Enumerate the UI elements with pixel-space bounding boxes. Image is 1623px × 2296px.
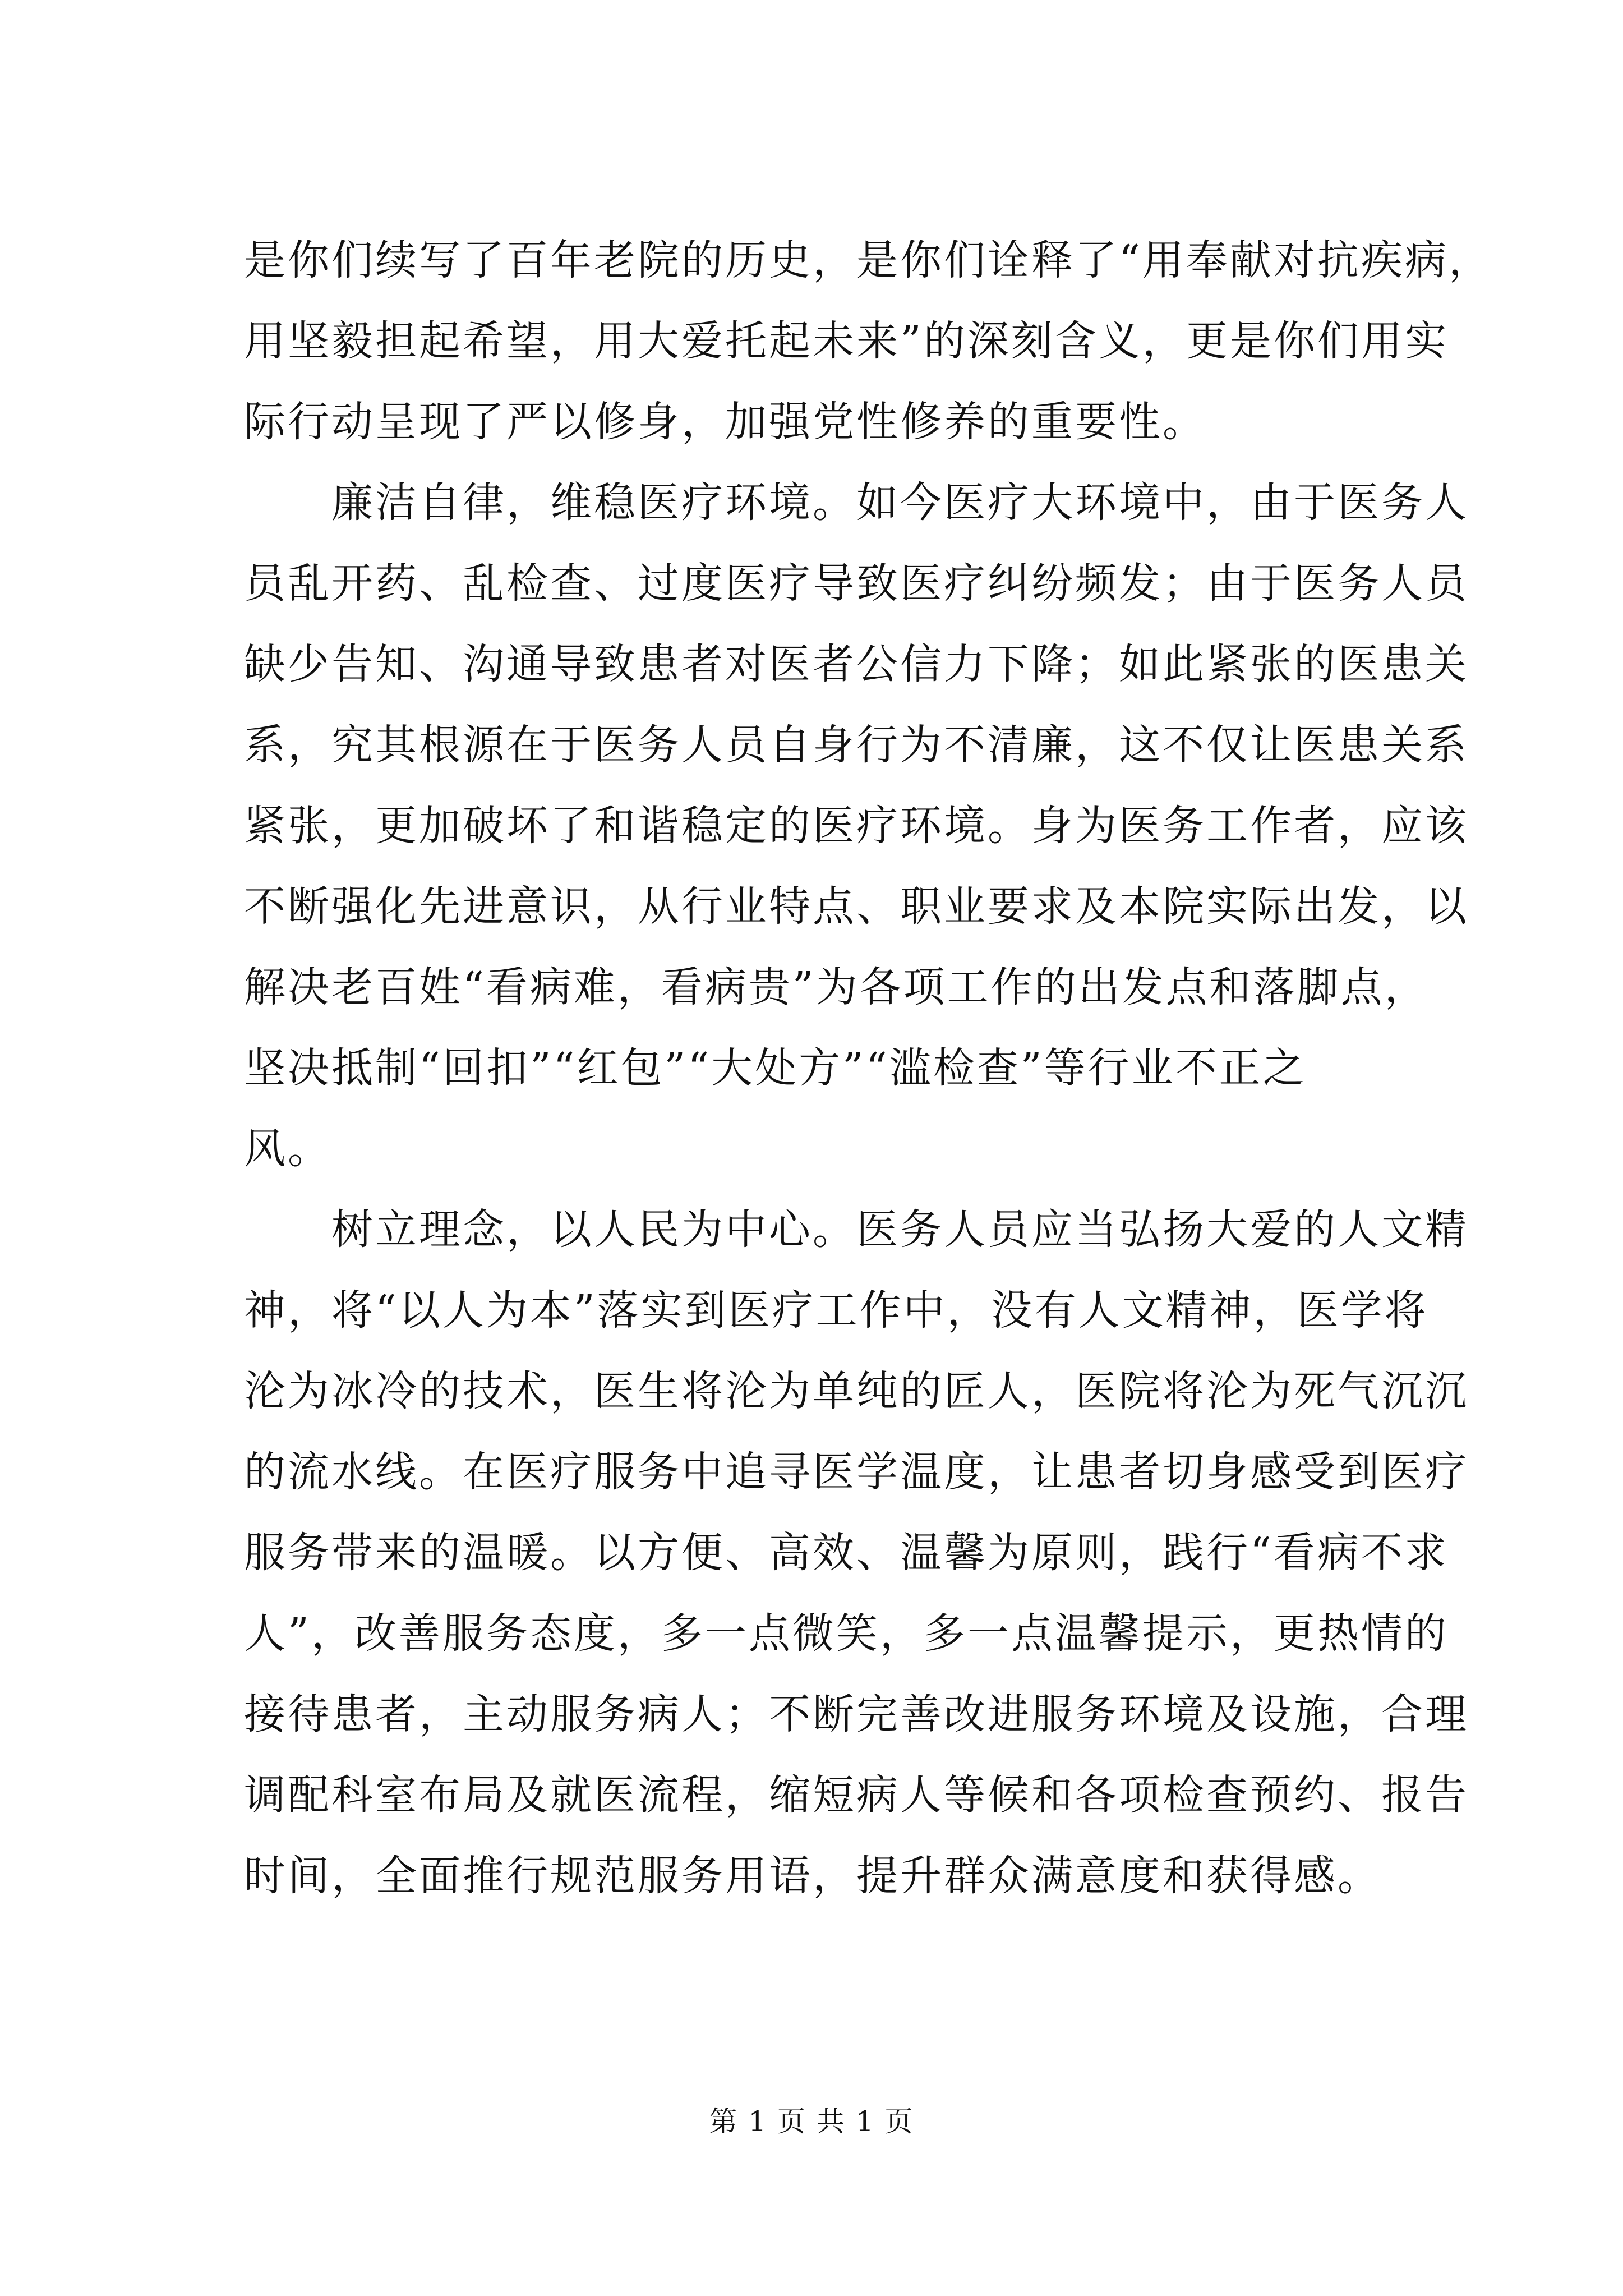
text-line: 缺少告知、沟通导致患者对医者公信力下降；如此紧张的医患关 bbox=[244, 640, 1469, 688]
text-line: 际行动呈现了严以修身，加强党性修养的重要性。 bbox=[244, 398, 1206, 446]
text-line: 调配科室布局及就医流程，缩短病人等候和各项检查预约、报告 bbox=[244, 1771, 1469, 1819]
text-line: 用坚毅担起希望，用大爱托起未来”的深刻含义，更是你们用实 bbox=[244, 317, 1449, 365]
text-line: 系，究其根源在于医务人员自身行为不清廉，这不仅让医患关系 bbox=[244, 721, 1469, 769]
body-text bbox=[244, 220, 1492, 1916]
text-line: 人”，改善服务态度，多一点微笑，多一点温馨提示，更热情的 bbox=[244, 1609, 1449, 1658]
text-line: 解决老百姓“看病难，看病贵”为各项工作的出发点和落脚点， bbox=[244, 963, 1428, 1011]
page-footer: 第 1 页 共 1 页 bbox=[709, 2105, 914, 2138]
text-line: 时间，全面推行规范服务用语，提升群众满意度和获得感。 bbox=[244, 1852, 1381, 1900]
text-line: 的流水线。在医疗服务中追寻医学温度，让患者切身感受到医疗 bbox=[244, 1448, 1469, 1496]
text-line: 沦为冰冷的技术，医生将沦为单纯的匠人，医院将沦为死气沉沉 bbox=[244, 1367, 1469, 1415]
text-line: 树立理念，以人民为中心。医务人员应当弘扬大爱的人文精 bbox=[244, 1205, 1469, 1254]
text-line: 风。 bbox=[244, 1125, 331, 1173]
text-line: 接待患者，主动服务病人；不断完善改进服务环境及设施，合理 bbox=[244, 1690, 1469, 1738]
text-line: 员乱开药、乱检查、过度医疗导致医疗纠纷频发；由于医务人员 bbox=[244, 559, 1469, 608]
text-line: 是你们续写了百年老院的历史，是你们诠释了“用奉献对抗疾病， bbox=[244, 236, 1492, 284]
text-line: 神，将“以人为本”落实到医疗工作中，没有人文精神，医学将 bbox=[244, 1286, 1428, 1335]
text-line: 不断强化先进意识，从行业特点、职业要求及本院实际出发，以 bbox=[244, 882, 1469, 931]
text-line: 廉洁自律，维稳医疗环境。如今医疗大环境中，由于医务人 bbox=[244, 478, 1469, 527]
text-line: 服务带来的温暖。以方便、高效、温馨为原则，践行“看病不求 bbox=[244, 1529, 1449, 1577]
text-line: 坚决抵制“回扣”“红包”“大处方”“滥检查”等行业不正之 bbox=[244, 1044, 1307, 1092]
text-line: 紧张，更加破坏了和谐稳定的医疗环境。身为医务工作者，应该 bbox=[244, 802, 1469, 850]
